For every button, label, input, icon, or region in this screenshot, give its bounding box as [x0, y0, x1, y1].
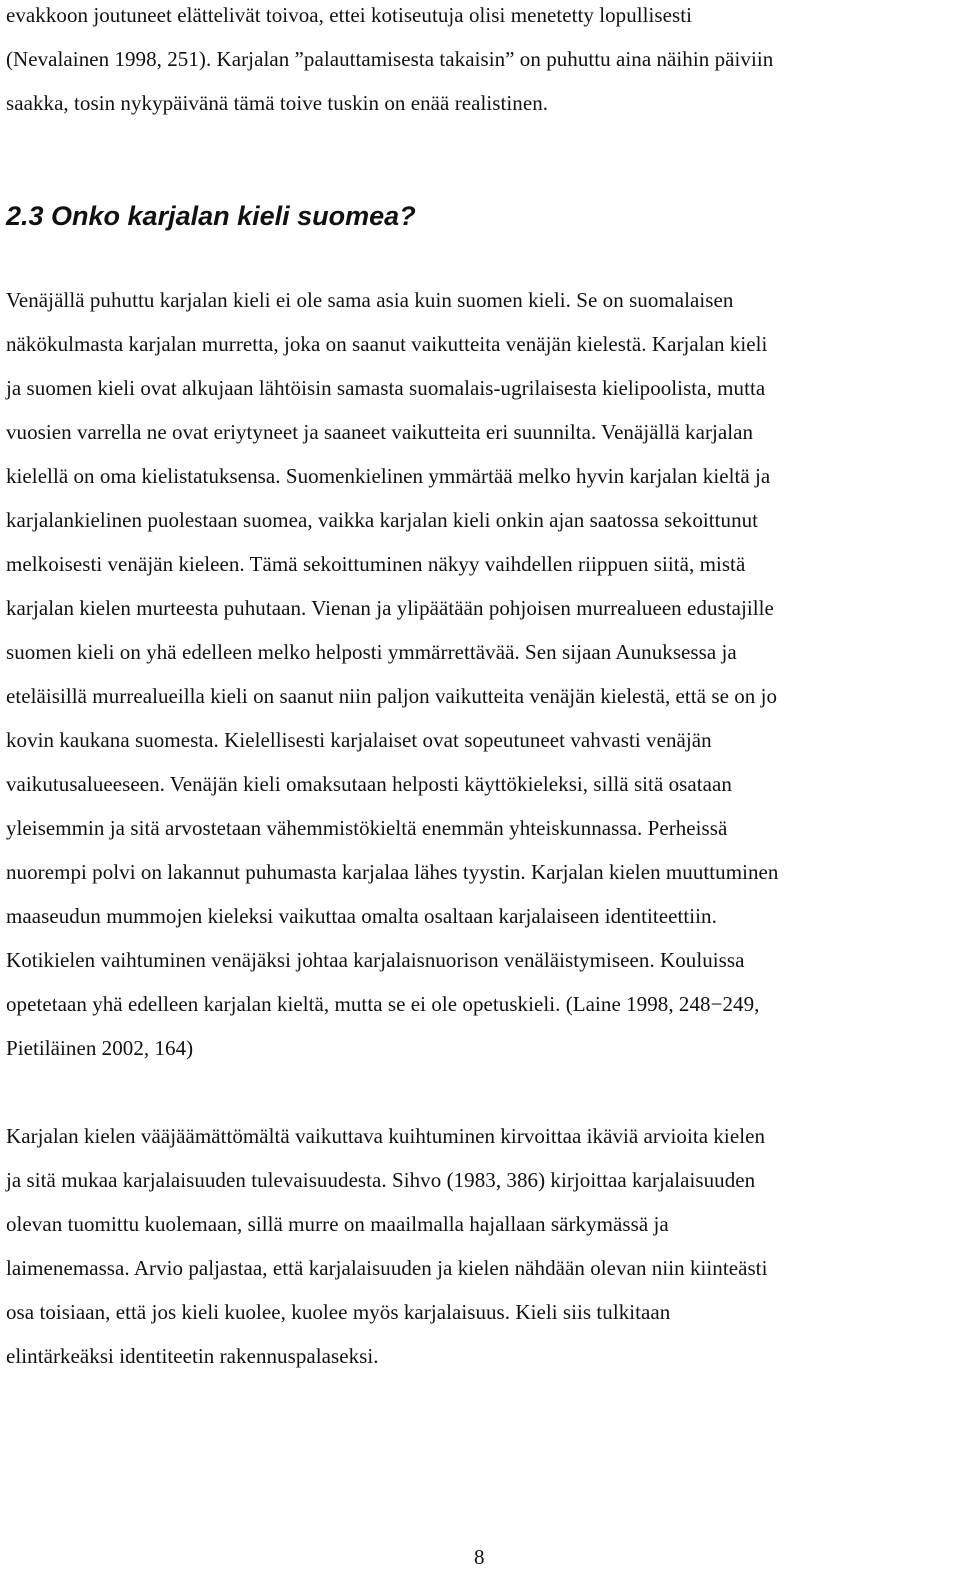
paragraph-line: Karjalan kielen vääjäämättömältä vaikuttava kuihtuminen kirvoittaa ikäviä arvioita kielen	[6, 1124, 765, 1148]
paragraph-line: kovin kaukana suomesta. Kielellisesti karjalaiset ovat sopeutuneet vahvasti venäjän	[6, 728, 712, 752]
paragraph-line: suomen kieli on yhä edelleen melko helposti ymmärrettävää. Sen sijaan Aunuksessa ja	[6, 640, 737, 664]
paragraph-line: Pietiläinen 2002, 164)	[6, 1036, 194, 1060]
paragraph-line: laimenemassa. Arvio paljastaa, että karjalaisuuden ja kielen nähdään olevan niin kiinteästi	[6, 1256, 768, 1280]
paragraph-line: maaseudun mummojen kieleksi vaikuttaa omalta osaltaan karjalaiseen identiteettiin.	[6, 904, 717, 928]
paragraph-line: näkökulmasta karjalan murretta, joka on saanut vaikutteita venäjän kielestä. Karjalan kieli	[6, 332, 768, 356]
paragraph-line: Kotikielen vaihtuminen venäjäksi johtaa karjalaisnuorison venäläistymiseen. Kouluissa	[6, 948, 745, 972]
paragraph-line: yleisemmin ja sitä arvostetaan vähemmistökieltä enemmän yhteiskunnassa. Perheissä	[6, 816, 728, 840]
paragraph-line: vuosien varrella ne ovat eriytyneet ja saaneet vaikutteita eri suunnilta. Venäjällä karjalan	[6, 420, 754, 444]
paragraph-line: vaikutusalueeseen. Venäjän kieli omaksutaan helposti käyttökieleksi, sillä sitä osataan	[6, 772, 732, 796]
paragraph-line: kielellä on oma kielistatuksensa. Suomenkielinen ymmärtää melko hyvin karjalan kieltä ja	[6, 464, 771, 488]
paragraph-line: Venäjällä puhuttu karjalan kieli ei ole sama asia kuin suomen kieli. Se on suomalaisen	[6, 288, 734, 312]
paragraph-line: olevan tuomittu kuolemaan, sillä murre on maailmalla hajallaan särkymässä ja	[6, 1212, 669, 1236]
paragraph-line: eteläisillä murrealueilla kieli on saanut niin paljon vaikutteita venäjän kielestä, että se on jo	[6, 684, 778, 708]
paragraph-line: melkoisesti venäjän kieleen. Tämä sekoittuminen näkyy vaihdellen riippuen siitä, mistä	[6, 552, 746, 576]
paragraph-line: ja suomen kieli ovat alkujaan lähtöisin samasta suomalais-ugrilaisesta kielipoolista, mutta	[6, 376, 766, 400]
paragraph-line: osa toisiaan, että jos kieli kuolee, kuolee myös karjalaisuus. Kieli siis tulkitaan	[6, 1300, 671, 1324]
paragraph-line: karjalan kielen murteesta puhutaan. Vienan ja ylipäätään pohjoisen murrealueen edustajille	[6, 596, 774, 620]
intro-line: (Nevalainen 1998, 251). Karjalan ”palauttamisesta takaisin” on puhuttu aina näihin päiviin	[6, 47, 774, 71]
paragraph-line: karjalankielinen puolestaan suomea, vaikka karjalan kieli onkin ajan saatossa sekoittunut	[6, 508, 759, 532]
paragraph-line: nuorempi polvi on lakannut puhumasta karjalaa lähes tyystin. Karjalan kielen muuttuminen	[6, 860, 779, 884]
intro-line: saakka, tosin nykypäivänä tämä toive tuskin on enää realistinen.	[6, 91, 549, 115]
paragraph-line: elintärkeäksi identiteetin rakennuspalaseksi.	[6, 1344, 379, 1368]
page-number: 8	[474, 1545, 485, 1569]
paragraph-line: ja sitä mukaa karjalaisuuden tulevaisuudesta. Sihvo (1983, 386) kirjoittaa karjalaisuuden	[6, 1168, 756, 1192]
intro-line: evakkoon joutuneet elättelivät toivoa, ettei kotiseutuja olisi menetetty lopullisesti	[6, 3, 693, 27]
paragraph-line: opetetaan yhä edelleen karjalan kieltä, mutta se ei ole opetuskieli. (Laine 1998, 248−249,	[6, 992, 760, 1016]
section-heading: 2.3 Onko karjalan kieli suomea?	[6, 201, 416, 231]
